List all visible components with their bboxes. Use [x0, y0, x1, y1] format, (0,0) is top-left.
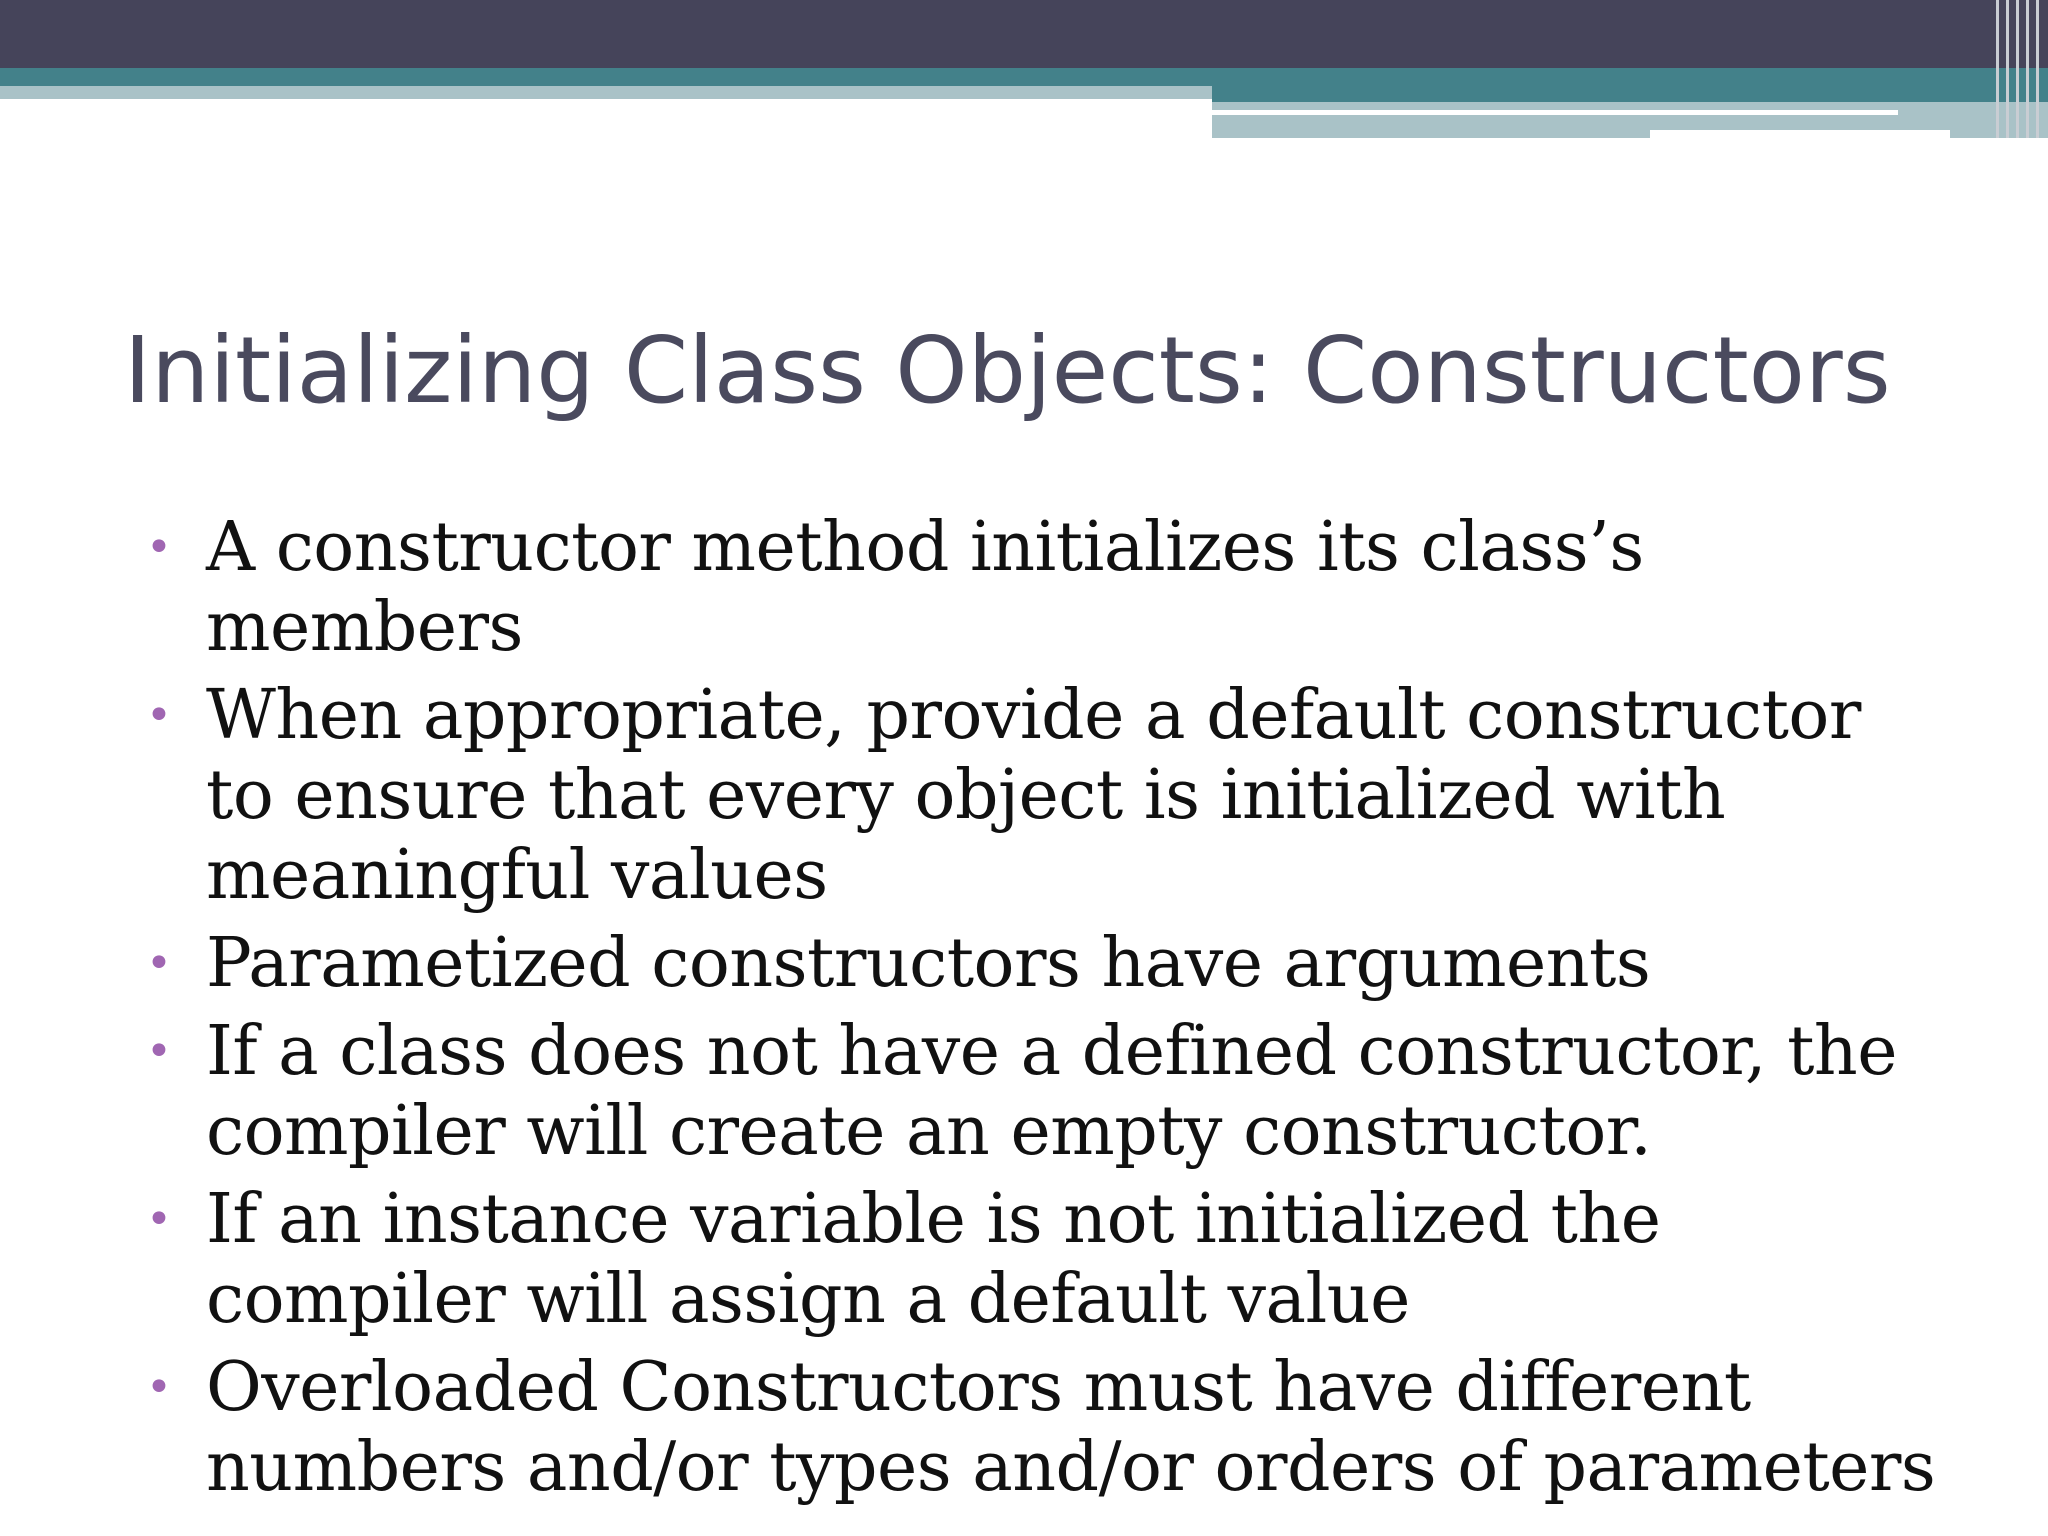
bullet-text: Parametized constructors have arguments — [206, 924, 1651, 1003]
header-band-light — [0, 86, 1212, 99]
bullet-list — [146, 508, 1946, 1508]
edge-stripes — [1990, 0, 2048, 138]
header-band-dark — [0, 0, 2048, 68]
bullet-text: A constructor method initializes its class’s members — [206, 508, 1644, 667]
bullet-dot-icon: • — [146, 1026, 172, 1077]
slide-content — [146, 508, 1946, 1516]
bullet-item — [146, 508, 1946, 668]
bullet-text: If an instance variable is not initialized the compiler will assign a default value — [206, 1180, 1661, 1339]
bullet-item — [146, 1012, 1946, 1172]
bullet-dot-icon: • — [146, 1194, 172, 1245]
bullet-item — [146, 1180, 1946, 1340]
bullet-item — [146, 676, 1946, 916]
header-band-teal — [0, 68, 1212, 86]
header-accent-line-short — [1650, 130, 1950, 138]
bullet-dot-icon: • — [146, 690, 172, 741]
bullet-text: If a class does not have a defined constructor, the compiler will create an empty constructor. — [206, 1012, 1897, 1171]
slide-title: Initializing Class Objects: Constructors — [124, 317, 1891, 424]
bullet-dot-icon: • — [146, 938, 172, 989]
bullet-item — [146, 1348, 1946, 1508]
header-band-teal-right — [1212, 68, 2048, 102]
bullet-dot-icon: • — [146, 522, 172, 573]
header-accent-line — [1212, 110, 1898, 115]
bullet-dot-icon: • — [146, 1362, 172, 1413]
bullet-text: When appropriate, provide a default constructor to ensure that every object is initialized with meaningful values — [206, 676, 1861, 915]
bullet-text: Overloaded Constructors must have different numbers and/or types and/or orders of parameters — [206, 1348, 1936, 1507]
bullet-item — [146, 924, 1946, 1004]
